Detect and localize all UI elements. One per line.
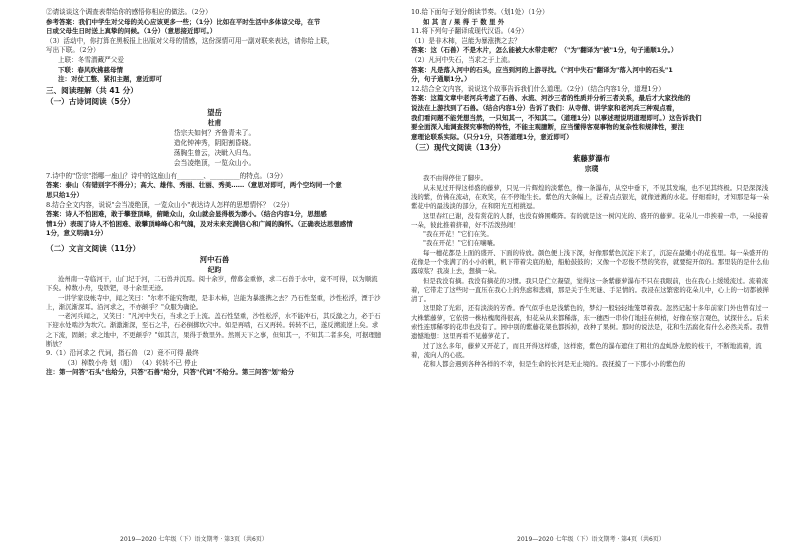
q-line: 写出下联。（2分） bbox=[46, 46, 100, 55]
couplet-down: 下联：春风吹拂慈母情 bbox=[58, 65, 123, 74]
page-footer-right: 2019—2020 七年级（下）语文期考 · 第4页（共6页） bbox=[517, 536, 665, 543]
question-8: 8.结合全文内容，说说"会当凌绝顶，一览众山小"表达诗人怎样的思想情怀？（2分） bbox=[46, 200, 294, 209]
answer-8-cont: 情1分）表现了诗人不怕困难、敢攀顶峰峰心和气魄，及对未来充满信心和广阔的胸怀。（正确表达思想感情 bbox=[46, 219, 353, 228]
answer-7: 答案：泰山（有错别字不得分）；高大、雄伟、秀丽、壮丽、秀美……（意思对即可，两个空均同一个意 bbox=[46, 181, 342, 190]
question-9: 9.（1）沿河求之 代词，指石兽 （2）竟不可得 最终 bbox=[46, 349, 199, 358]
q-line: （3）活动中，你打算在黑板报上出版对父母的情感，这份深情可用一副对联来表达，请你给上联， bbox=[46, 36, 334, 45]
right-page bbox=[397, 0, 794, 549]
essay-title: 紫藤萝瀑布 bbox=[573, 154, 610, 164]
answer-11-1: 答案：这（石兽）不是木片，怎么能被大水带走呢？（"为"翻译为"被"1分，句子通顺1分。） bbox=[411, 46, 678, 55]
question-11: 11.将下列句子翻译成现代汉语。（4分） bbox=[411, 27, 528, 36]
prose-title: 河中石兽 bbox=[199, 254, 230, 264]
question-7: 7.诗中的"岱宗"指哪一座山？诗中的这座山有________、_________的特点。（3分） bbox=[46, 171, 287, 180]
section-heading: 三、阅读理解（共 41 分） bbox=[46, 85, 138, 95]
answer-12: 我们看问题不能凭想当然，一只知其一，不知其二。（道理1分）以事述理说明道理即可。）这告诉我们 bbox=[411, 113, 702, 122]
question-9b: （3）棹数小舟 划（船） （4）转转不已 停止 bbox=[64, 358, 198, 367]
prose-author: 纪昀 bbox=[207, 265, 222, 274]
essay-paragraph: 花和人都会遇到各种各样的不幸，但是生命的长河是无止境的。我抚摸了一下那小小的紫色的 bbox=[423, 360, 686, 369]
poem-author: 杜甫 bbox=[207, 118, 222, 127]
poem-title: 望岳 bbox=[207, 107, 222, 117]
answer-12: 要全面深入地调查探究事物的特性，不能主观臆断，应当懂得客观事物的复杂性和规律性，要注 bbox=[411, 123, 684, 132]
poem-line: 造化钟神秀，阴阳割昏晓。 bbox=[173, 138, 256, 147]
answer-11-2: 答案：凡是落入河中的石头，应当到河的上游寻找。（"河中失石"翻译为"落入河中的石头"1 bbox=[411, 65, 673, 74]
answer-10: 如 其 言 / 果 得 于 数 里 外 bbox=[423, 17, 505, 26]
question-12: 12.结合全文内容，说说这个故事告诉我们什么道理。（2分）（结合内容1分，道理1分） bbox=[411, 84, 665, 93]
answer-line: 参考答案：我们中学生对父母的关心应该更多一些；（1分）比如在平时生活中多体谅父母，在节 bbox=[46, 17, 321, 26]
answer-12: 意理论联系实际。（只分1分，只答道理1分，意近即可） bbox=[411, 132, 573, 141]
subsection-heading: （三）现代文阅读（13分） bbox=[411, 143, 506, 153]
prose-paragraph: 一老河兵闻之，又笑曰："凡河中失石，当求之于上流。盖石性坚重，沙性松浮，水不能冲石，其反激之力，必于石下迎水处啮沙为坎穴。渐激渐深，至石之半，石必倒掷坎穴中。如是再啮，石又再转。转转不已，遂反溯流逆上矣。求之下流，固颠；求之地中，不更颠乎？"如其言，果得于数里外。然则天下之事，但知其一，不知其二者多矣，可据理臆断欤？ bbox=[46, 312, 382, 348]
answer-7-cont: 思只给1分） bbox=[46, 190, 84, 199]
essay-paragraph: 每一穗花都是上面的盛开、下面的待放。颜色便上浅下深，好像那紫色沉淀下来了，沉淀在最嫩小的花苞里。每一朵盛开的花像是一个张满了的小小的帆，帆下带着尖底的舱，船舱鼓鼓的；又像一个忍俊不禁的笑容，就要绽开似的。那里装的是什么仙露琼浆？我凑上去，想摘一朵。 bbox=[411, 248, 769, 276]
q-line: ②请谈谈这个调查表带给你的感悟你相应的做法。（2分） bbox=[46, 8, 212, 16]
question-11-1: （1）是非木柿，岂能为暴涨携之去？ bbox=[411, 36, 521, 45]
essay-paragraph: 过了这么多年，藤萝又开花了，而且开得这样盛，这样密，紫色的瀑布遮住了粗壮的盘虬卧龙般的枝干，不断地流着，流着，流向人的心底。 bbox=[411, 341, 762, 359]
essay-paragraph: 从未见过开得这样盛的藤萝，只见一片辉煌的淡紫色，像一条瀑布，从空中垂下，不见其发端，也不见其终极。只是深深浅浅的紫，仿佛在流动，在欢笑，在不停地生长。紫色的大条幅上，泛着点点银光，就像迸溅的水花。仔细看时，才知那是每一朵紫花中的最浅淡的部分，在和阳光互相挑逗。 bbox=[411, 183, 769, 211]
essay-paragraph: 这里春红已谢，没有赏花的人群，也没有蜂围蝶阵。有的就是这一树闪光的、盛开的藤萝。花朵儿一串挨着一串，一朵接着一朵，彼此推着挤着，好不活泼热闹！ bbox=[411, 211, 769, 229]
essay-paragraph: "我在开花！"它们在嚷嚷。 bbox=[423, 239, 500, 248]
essay-paragraph: 这里除了光彩，还有淡淡的芳香。香气似乎也是浅紫色的，梦幻一般轻轻地笼罩着我。忽然记起十多年前家门外也曾有过一大株紫藤萝，它依傍一株枯槐爬得很高，但花朵从来都稀落，东一穗西一串伶仃地挂在树梢，好像在察言观色，试探什么。后来索性连那稀零的花串也没有了。园中别的紫藤花架也都拆掉，改种了果树。那时的说法是，花和生活腐化有什么必然关系。我曾遗憾地想：这里再看不见藤萝花了。 bbox=[411, 304, 769, 341]
essay-paragraph: 我不由得停住了脚步。 bbox=[423, 174, 487, 183]
essay-paragraph: "我在开花！"它们在笑。 bbox=[423, 230, 493, 239]
poem-line: 荡胸生曾云，决眦入归鸟。 bbox=[173, 148, 256, 157]
answer-11-2-cont: 分，句子通顺1分。） bbox=[411, 75, 471, 84]
answer-line: 日或父母生日时送上真挚的问候。（1分）（意思接近即可。） bbox=[46, 27, 217, 36]
answer-8: 答案：诗人不怕困难，敢于攀登顶峰，俯瞰众山，众山就会显得极为渺小。（结合内容1分，思想感 bbox=[46, 210, 327, 219]
answer-9-note: 注：第一问答"石头"也给分，只答"石兽"给分，只答"代词"不给分。第三问答"划"给分 bbox=[46, 368, 295, 377]
subsection-heading: （二）文言文阅读（11分） bbox=[46, 243, 141, 253]
question-11-2: （2）凡河中失石，当求之于上流。 bbox=[411, 55, 515, 64]
page-footer-left: 2019—2020 七年级（下）语文期考 · 第3页（共6页） bbox=[120, 536, 268, 543]
couplet-up: 上联：冬雪潜藏严父爱 bbox=[58, 55, 124, 64]
couplet-note: 注：对仗工整、紧扣主题，意近即可 bbox=[58, 75, 162, 84]
poem-line: 会当凌绝顶，一览众山小。 bbox=[173, 158, 256, 167]
poem-line: 岱宗夫如何？齐鲁青未了。 bbox=[173, 128, 256, 137]
answer-12: 说法在上游找到了石兽。（结合内容1分）告诉了我们：从寺僧、讲学家和老河兵三种观点看， bbox=[411, 103, 679, 112]
question-10: 10.给下面句子划分朗读节奏。（划1处）（1分） bbox=[411, 8, 549, 16]
essay-paragraph: 但是我没有摘。我没有摘花的习惯。我只是伫立凝望，觉得这一条紫藤萝瀑布不只在我眼前，也在我心上缓缓流过。流着流着，它带走了这些时一直压在我心上的焦虑和悲痛，那是关于生死谜、手足情的。我浸在这繁密的花朵儿中，心上的一切都被掸清了。 bbox=[411, 276, 769, 304]
prose-paragraph: 一讲学家设帐寺中，闻之笑曰："尔辈不能究物理，是非木柿，岂能为暴涨携之去？乃石性坚重，沙性松浮，湮于沙上，渐沉渐深耳。沿河求之，不亦颠乎？"众服为确论。 bbox=[46, 293, 381, 311]
answer-12: 答案：这篇文章中老河兵考虑了石兽、水流、河沙三者的性质并分析三者关系，最后才大家找他的 bbox=[411, 94, 691, 103]
essay-author: 宗璞 bbox=[584, 165, 599, 174]
subsection-heading: （一）古诗词阅读（5分） bbox=[46, 96, 135, 106]
answer-8-cont: 1分，意义明确1分） bbox=[46, 229, 108, 238]
prose-paragraph: 沧州南一寺临河干，山门圮于河，二石兽并沉焉。阅十余岁，僧募金重修，求二石兽于水中，竟不可得，以为顺流下矣。棹数小舟，曳铁钯，寻十余里无迹。 bbox=[46, 274, 378, 293]
